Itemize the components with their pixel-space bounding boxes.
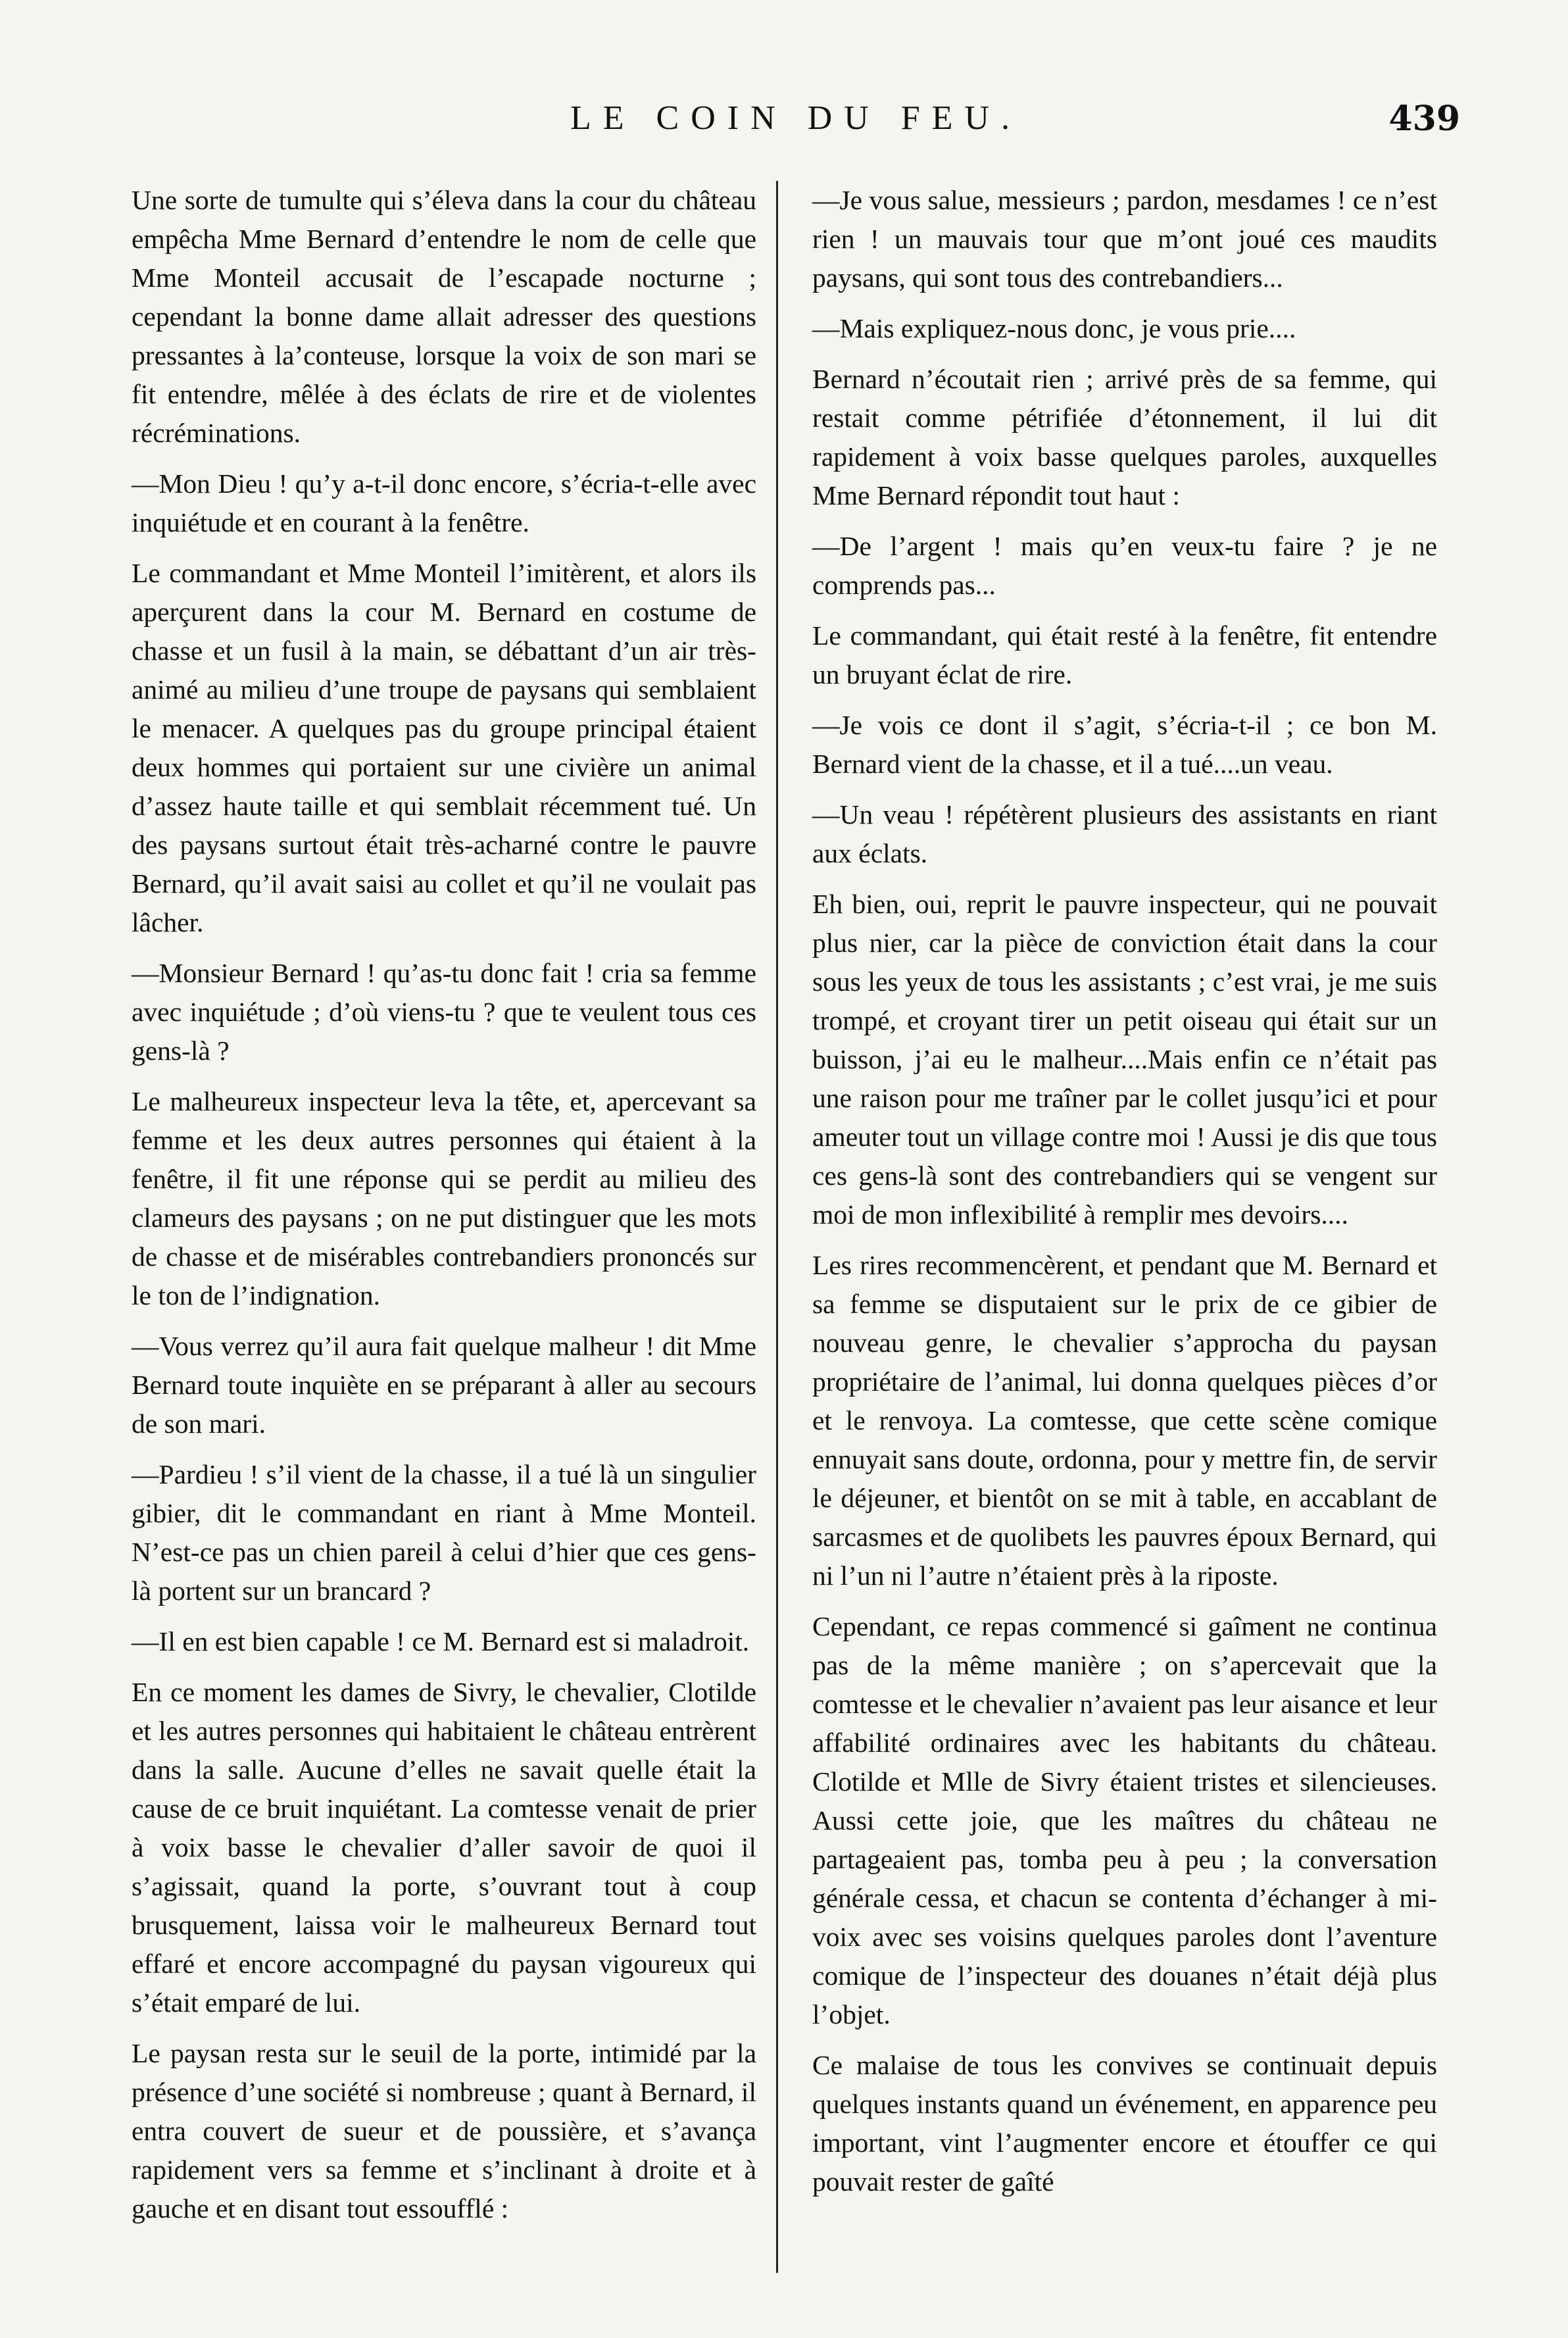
- page-header: [132, 99, 1460, 145]
- running-title: LE COIN DU FEU.: [570, 99, 1021, 137]
- paragraph: En ce moment les dames de Sivry, le chevalier, Clotilde et les autres personnes qui habitaient le château entrèrent dans la salle. Aucune d’elles ne savait quelle était la cause de ce bruit inquiétant. La comtesse venait de prier à voix basse le chevalier d’aller savoir de quoi il s’agissait, quand la porte, s’ouvrant tout à coup brusquement, laissa voir le malheureux Bernard tout effaré et encore accompagné du paysan vigoureux qui s’était emparé de lui.: [132, 1677, 756, 2018]
- paragraph: —Je vois ce dont il s’agit, s’écria-t-il ; ce bon M. Bernard vient de la chasse, et il a tué....un veau.: [812, 710, 1437, 779]
- paragraph: Bernard n’écoutait rien ; arrivé près de sa femme, qui restait comme pétrifiée d’étonnement, il lui dit rapidement à voix basse quelques paroles, auxquelles Mme Bernard répondit tout haut :: [812, 364, 1437, 510]
- paragraph: Ce malaise de tous les convives se continuait depuis quelques instants quand un événement, en apparence peu important, vint l’augmenter encore et étouffer ce qui pouvait rester de gaîté: [812, 2050, 1437, 2197]
- paragraph: Une sorte de tumulte qui s’éleva dans la cour du château empêcha Mme Bernard d’entendre le nom de celle que Mme Monteil accusait de l’escapade nocturne ; cependant la bonne dame allait adresser des questions pressantes à la’conteuse, lorsque la voix de son mari se fit entendre, mêlée à des éclats de rire et de violentes récréminations.: [132, 185, 756, 448]
- right-column: [812, 181, 1437, 2213]
- paragraph: Les rires recommencèrent, et pendant que M. Bernard et sa femme se disputaient sur le prix de ce gibier de nouveau genre, le chevalier s’approcha du paysan propriétaire de l’animal, lui donna quelques pièces d’or et le renvoya. La comtesse, que cette scène comique ennuyait sans doute, ordonna, pour y mettre fin, de servir le déjeuner, et bientôt on se mit à table, en accablant de sarcasmes et de quolibets les pauvres époux Bernard, qui ni l’un ni l’autre n’étaient près à la riposte.: [812, 1250, 1437, 1591]
- paragraph: Le commandant et Mme Monteil l’imitèrent, et alors ils aperçurent dans la cour M. Bernard en costume de chasse et un fusil à la main, se débattant d’un air très-animé au milieu d’une troupe de paysans qui semblaient le menacer. A quelques pas du groupe principal étaient deux hommes qui portaient sur une civière un animal d’assez haute taille et qui semblait récemment tué. Un des paysans surtout était très-acharné contre le pauvre Bernard, qu’il avait saisi au collet et qu’il ne voulait pas lâcher.: [132, 558, 756, 937]
- paragraph: —Monsieur Bernard ! qu’as-tu donc fait ! cria sa femme avec inquiétude ; d’où viens-tu ? que te veulent tous ces gens-là ?: [132, 958, 756, 1066]
- paragraph: —Vous verrez qu’il aura fait quelque malheur ! dit Mme Bernard toute inquiète en se préparant à aller au secours de son mari.: [132, 1331, 756, 1439]
- paragraph: —Il en est bien capable ! ce M. Bernard est si maladroit.: [132, 1626, 750, 1656]
- paragraph: Cependant, ce repas commencé si gaîment ne continua pas de la même manière ; on s’apercevait que la comtesse et le chevalier n’avaient pas leur aisance et leur affabilité ordinaires avec les habitants du château. Clotilde et Mlle de Sivry étaient tristes et silencieuses. Aussi cette joie, que les maîtres du château ne partageaient pas, tomba peu à peu ; la conversation générale cessa, et chacun se contenta d’échanger à mi-voix avec ses voisins quelques paroles dont l’aventure comique de l’inspecteur des douanes n’était déjà plus l’objet.: [812, 1611, 1437, 2029]
- paragraph: Le malheureux inspecteur leva la tête, et, apercevant sa femme et les deux autres personnes qui étaient à la fenêtre, il fit une réponse qui se perdit au milieu des clameurs des paysans ; on ne put distinguer que les mots de chasse et de misérables contrebandiers prononcés sur le ton de l’indignation.: [132, 1086, 756, 1310]
- paragraph: Eh bien, oui, reprit le pauvre inspecteur, qui ne pouvait plus nier, car la pièce de conviction était dans la cour sous les yeux de tous les assistants ; c’est vrai, je me suis trompé, et croyant tirer un petit oiseau qui était sur un buisson, j’ai eu le malheur....Mais enfin ce n’était pas une raison pour me traîner par le collet jusqu’ici et pour ameuter tout un village contre moi ! Aussi je dis que tous ces gens-là sont des contrebandiers qui se vengent sur moi de mon inflexibilité à remplir mes devoirs....: [812, 889, 1437, 1230]
- left-column: [132, 181, 756, 2240]
- column-rule: [776, 181, 778, 2273]
- paragraph: —Un veau ! répétèrent plusieurs des assistants en riant aux éclats.: [812, 799, 1437, 868]
- paragraph: —Mais expliquez-nous donc, je vous prie....: [812, 313, 1296, 343]
- paragraph: Le commandant, qui était resté à la fenêtre, fit entendre un bruyant éclat de rire.: [812, 620, 1437, 689]
- paragraph: Le paysan resta sur le seuil de la porte, intimidé par la présence d’une société si nombreuse ; quant à Bernard, il entra couvert de sueur et de poussière, et s’avança rapidement vers sa femme et s’inclinant à droite et à gauche et en disant tout essoufflé :: [132, 2038, 756, 2224]
- page-number: 439: [1388, 99, 1460, 139]
- paragraph: —Mon Dieu ! qu’y a-t-il donc encore, s’écria-t-elle avec inquiétude et en courant à la fenêtre.: [132, 468, 756, 537]
- paragraph: —De l’argent ! mais qu’en veux-tu faire ? je ne comprends pas...: [812, 531, 1437, 600]
- paragraph: —Je vous salue, messieurs ; pardon, mesdames ! ce n’est rien ! un mauvais tour que m’ont joué ces maudits paysans, qui sont tous des contrebandiers...: [812, 185, 1437, 293]
- paragraph: —Pardieu ! s’il vient de la chasse, il a tué là un singulier gibier, dit le commandant en riant à Mme Monteil. N’est-ce pas un chien pareil à celui d’hier que ces gens-là portent sur un brancard ?: [132, 1459, 756, 1606]
